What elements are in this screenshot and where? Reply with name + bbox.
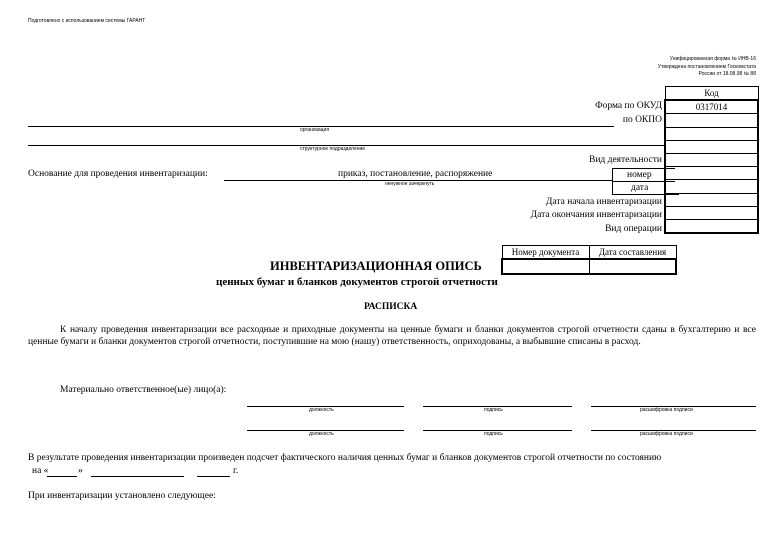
signature-caption-2: подпись (484, 431, 503, 437)
receipt-text: К началу проведения инвентаризации все расходные и приходные документы на ценные бумаги и бланки документов строгой отчетности сданы в бухгалтерию и все ценные бумаги и бланки документов строгой отчетности, поступившие на мою (нашу) ответственность, оприходованы, а выбывшие списаны в расход. (28, 325, 756, 347)
prepared-note: Подготовлено с использованием системы ГАРАНТ (28, 18, 146, 24)
date-day-line[interactable] (47, 476, 77, 477)
result-text: В результате проведения инвентаризации произведен подсчет фактического наличия ценных бумаг и бланков документов строгой отчетности по состоянию (28, 453, 662, 463)
date-label: дата (612, 182, 679, 195)
code-table (664, 86, 759, 234)
form-header-line1: Унифицированная форма № ИНВ-16 (669, 56, 756, 62)
blank-row-1[interactable] (665, 127, 758, 140)
end-date-value[interactable] (665, 206, 758, 219)
doc-table (501, 245, 677, 275)
number-value[interactable] (665, 167, 758, 180)
start-date-label: Дата начала инвентаризации (545, 197, 662, 207)
form-header-line3: России от 18.08.98 № 88 (698, 71, 756, 77)
okud-value[interactable]: 0317014 (665, 100, 758, 114)
date-quote-close: » (78, 466, 83, 476)
signature-caption-1: подпись (484, 407, 503, 413)
date-month-line[interactable] (91, 476, 184, 477)
end-date-label: Дата окончания инвентаризации (530, 210, 662, 220)
form-header (658, 56, 756, 79)
decoding-caption-1: расшифровка подписи (640, 407, 693, 413)
number-label: номер (612, 168, 675, 182)
position-caption-2: должность (309, 431, 334, 437)
code-header: Код (665, 87, 758, 101)
responsible-label: Материально ответственное(ые) лицо(а): (60, 385, 227, 395)
decoding-caption-2: расшифровка подписи (640, 431, 693, 437)
okpo-label: по ОКПО (622, 115, 662, 125)
receipt-title: РАСПИСКА (364, 302, 418, 312)
doc-number-value[interactable] (502, 259, 589, 274)
okpo-value[interactable] (665, 114, 758, 127)
position-caption-1: должность (309, 407, 334, 413)
basis-label: Основание для проведения инвентаризации: (28, 169, 208, 179)
document-subtitle: ценных бумаг и бланков документов строгой отчетности (216, 276, 498, 288)
activity-label: Вид деятельности (588, 155, 662, 165)
document-title: ИНВЕНТАРИЗАЦИОННАЯ ОПИСЬ (270, 259, 482, 273)
doc-number-header: Номер документа (502, 246, 589, 260)
date-year-line[interactable] (197, 476, 230, 477)
doc-date-header: Дата составления (589, 246, 676, 260)
organization-caption: организация (300, 127, 330, 133)
doc-date-value[interactable] (589, 259, 676, 274)
form-header-line2: Утверждена постановлением Госкомстата (657, 63, 756, 70)
date-prefix: на « (32, 466, 49, 476)
department-caption: структурное подразделение (300, 146, 366, 152)
basis-value: приказ, постановление, распоряжение (338, 169, 493, 179)
operation-value[interactable] (665, 219, 758, 233)
operation-label: Вид операции (605, 224, 662, 234)
found-text: При инвентаризации установлено следующее: (28, 491, 216, 501)
date-year-suffix: г. (233, 466, 239, 476)
activity-value[interactable] (665, 153, 758, 166)
okud-label: Форма по ОКУД (595, 101, 662, 111)
strike-caption: ненужное зачеркнуть (385, 181, 435, 187)
blank-row-2[interactable] (665, 140, 758, 153)
